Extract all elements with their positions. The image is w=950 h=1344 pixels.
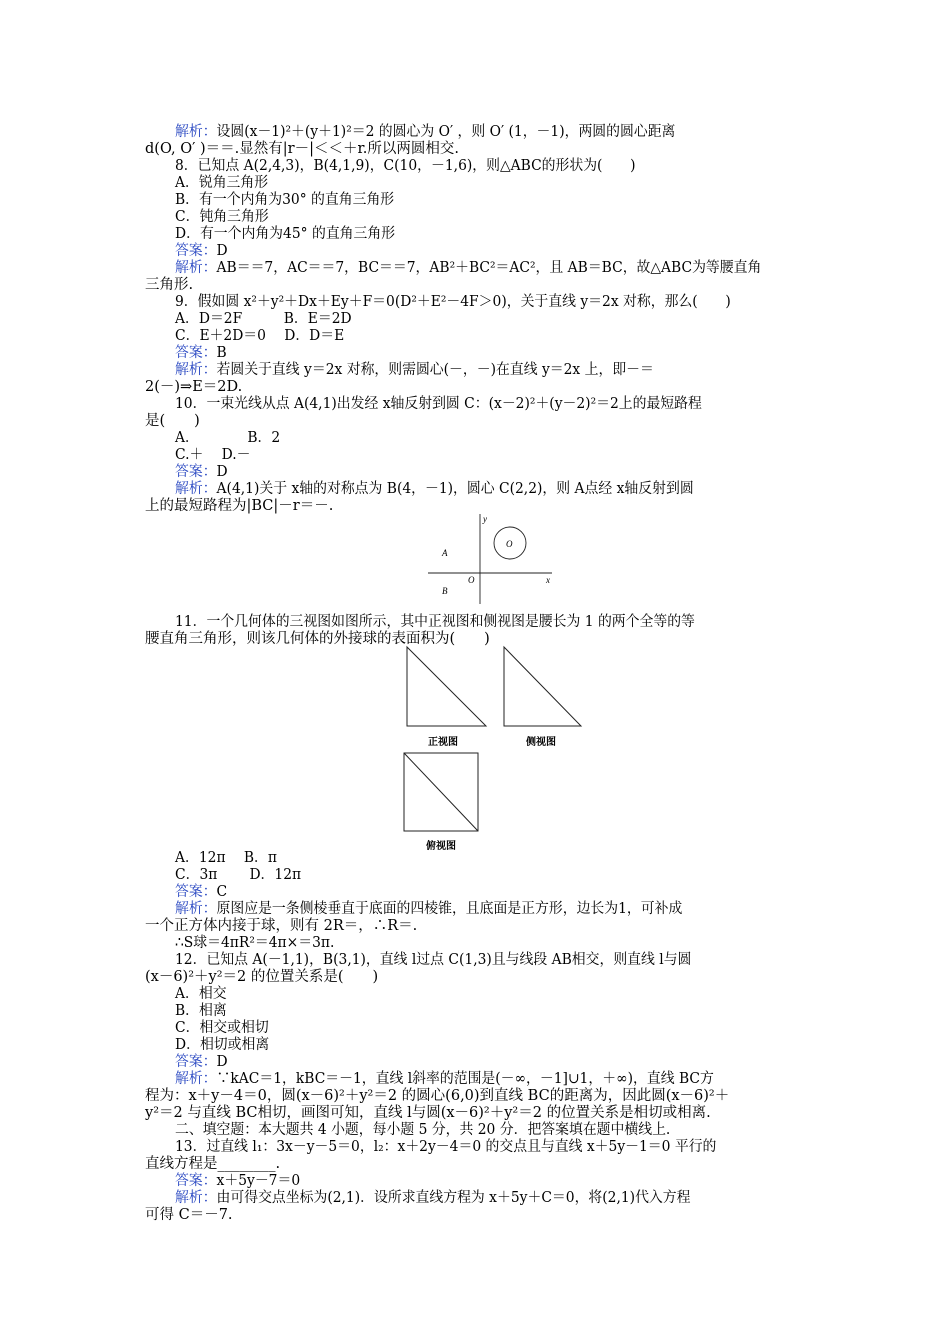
circle-center-label: O xyxy=(506,539,513,549)
text-line: 腰直角三角形，则该几何体的外接球的表面积为( ) xyxy=(145,631,490,647)
answer-line: 答案：x＋5y－7＝0 xyxy=(175,1173,301,1189)
option: B．有一个内角为30° 的直角三角形 xyxy=(175,192,395,208)
explanation-line: 解析：由可得交点坐标为(2,1)．设所求直线方程为 x＋5y＋C＝0，将(2,1)代入方程 xyxy=(175,1190,691,1206)
option: B．相离 xyxy=(175,1003,227,1019)
origin-label: O xyxy=(468,575,475,585)
text-line: 2(－)⇒E＝2D. xyxy=(145,379,243,395)
option: D．有一个内角为45° 的直角三角形 xyxy=(175,226,396,242)
question-10: 10．一束光线从点 A(4,1)出发经 x轴反射到圆 C：(x－2)²＋(y－2)²＝2上的最短路程 xyxy=(175,396,702,412)
option: C．3π D．12π xyxy=(175,867,302,883)
answer-line: 答案：D xyxy=(175,1054,228,1070)
section-heading: 二、填空题：本大题共 4 小题，每小题 5 分，共 20 分．把答案填在题中横线上. xyxy=(175,1122,671,1138)
explanation-line: 解析：∵kAC＝1，kBC＝－1，直线 l斜率的范围是(－∞，－1]∪1，＋∞)，直线 BC方 xyxy=(175,1071,714,1087)
three-view-figure xyxy=(400,644,590,854)
text-line: y²＝2 与直线 BC相切，画图可知，直线 l与圆(x－6)²＋y²＝2 的位置关系是相切或相离. xyxy=(145,1105,711,1121)
explanation-line: 解析：若圆关于直线 y＝2x 对称，则需圆心(－，－)在直线 y＝2x 上，即－＝ xyxy=(175,362,654,378)
question-12: 12．已知点 A(－1,1)，B(3,1)，直线 l过点 C(1,3)且与线段 AB相交，则直线 l与圆 xyxy=(175,952,692,968)
option: A．相交 xyxy=(175,986,227,1002)
side-view-caption: 侧视图 xyxy=(526,737,556,748)
option: A．D＝2F B．E＝2D xyxy=(175,311,352,327)
text-line: (x－6)²＋y²＝2 的位置关系是( ) xyxy=(145,969,379,985)
text-line: d(O, O′ )＝＝.显然有|r－|＜＜＋r.所以两圆相交. xyxy=(145,141,460,157)
text-line: 三角形. xyxy=(145,277,194,293)
point-a-label: A xyxy=(442,548,448,558)
text-line: 解析：设圆(x－1)²＋(y＋1)²＝2 的圆心为 O′ ，则 O′ (1，－1)，两圆的圆心距离 xyxy=(175,124,676,140)
x-axis-label: x xyxy=(546,575,550,585)
option: C.＋ D.－ xyxy=(175,447,251,463)
option: A．12π B．π xyxy=(175,850,277,866)
explanation-line: 解析：原图应是一条侧棱垂直于底面的四棱锥，且底面是正方形，边长为1，可补成 xyxy=(175,901,683,917)
point-b-label: B xyxy=(442,586,448,596)
option: C．E＋2D＝0 D．D＝E xyxy=(175,328,345,344)
top-view-caption: 俯视图 xyxy=(426,841,456,852)
coordinate-figure xyxy=(428,512,558,604)
question-8: 8．已知点 A(2,4,3)，B(4,1,9)，C(10，－1,6)，则△ABC的形状为( ) xyxy=(175,158,636,174)
answer-line: 答案：B xyxy=(175,345,227,361)
text-line: 可得 C＝－7. xyxy=(145,1207,233,1223)
answer-line: 答案：D xyxy=(175,464,228,480)
option: D．相切或相离 xyxy=(175,1037,270,1053)
front-view-caption: 正视图 xyxy=(428,737,458,748)
text-line: 直线方程是________. xyxy=(145,1156,281,1172)
option: C．相交或相切 xyxy=(175,1020,269,1036)
explanation-line: 解析：A(4,1)关于 x轴的对称点为 B(4，－1)，圆心 C(2,2)，则 A点经 x轴反射到圆 xyxy=(175,481,694,497)
option: C．钝角三角形 xyxy=(175,209,269,225)
answer-line: 答案：C xyxy=(175,884,228,900)
text-line: 是( ) xyxy=(145,413,200,429)
option: A．锐角三角形 xyxy=(175,175,269,191)
explanation-line: 解析：AB＝＝7，AC＝＝7，BC＝＝7，AB²＋BC²＝AC²，且 AB＝BC，故△ABC为等腰直角 xyxy=(175,260,762,276)
y-axis-label: y xyxy=(483,514,487,524)
option: A． B．2 xyxy=(175,430,281,446)
question-9: 9．假如圆 x²＋y²＋Dx＋Ey＋F＝0(D²＋E²－4F＞0)，关于直线 y＝2x 对称，那么( ) xyxy=(175,294,731,310)
question-13: 13．过直线 l₁：3x－y－5＝0，l₂：x＋2y－4＝0 的交点且与直线 x＋5y－1＝0 平行的 xyxy=(175,1139,717,1155)
answer-line: 答案：D xyxy=(175,243,228,259)
text-line: 一个正方体内接于球，则有 2R＝，∴R＝. xyxy=(145,918,418,934)
text-line: ∴S球＝4πR²＝4π×＝3π. xyxy=(175,935,335,951)
text-line: 上的最短路程为|BC|－r＝－. xyxy=(145,498,334,514)
text-line: 程为：x＋y－4＝0，圆(x－6)²＋y²＝2 的圆心(6,0)到直线 BC的距离为，因此圆(x－6)²＋ xyxy=(145,1088,730,1104)
question-11: 11．一个几何体的三视图如图所示，其中正视图和侧视图是腰长为 1 的两个全等的等 xyxy=(175,614,695,630)
